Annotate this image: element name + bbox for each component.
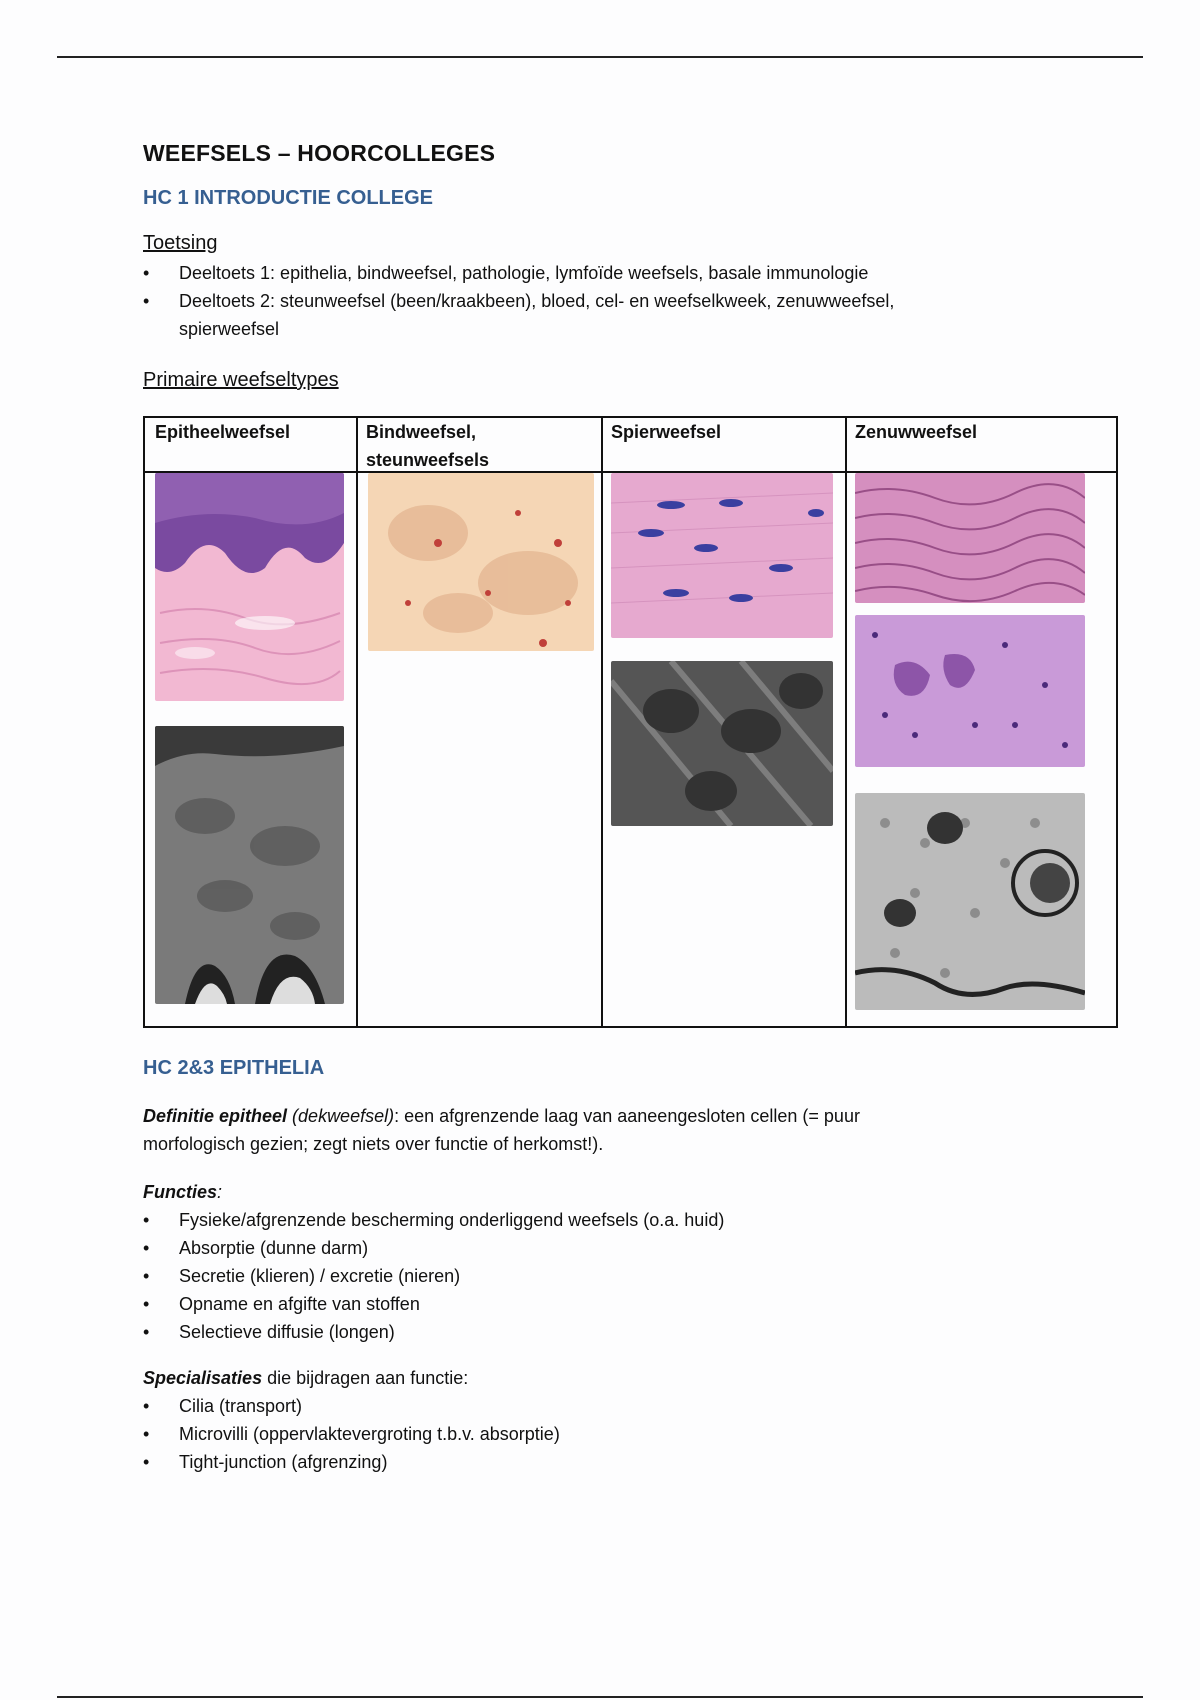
top-rule xyxy=(57,56,1143,58)
epithelium-electron-micrograph xyxy=(155,726,344,1004)
toetsing-list xyxy=(143,259,983,343)
nerve-electron-micrograph xyxy=(855,793,1085,1010)
tissue-types-table xyxy=(143,416,1118,1028)
list-item: • Cilia (transport) xyxy=(143,1392,1123,1420)
specialisaties-label-line xyxy=(143,1364,1123,1392)
specialisaties-list xyxy=(143,1392,1123,1476)
list-item: • Absorptie (dunne darm) xyxy=(143,1234,1123,1262)
header-zenuwweefsel: Zenuwweefsel xyxy=(855,422,978,442)
hc2-section xyxy=(143,1057,1123,1476)
section-heading-hc1: HC 1 INTRODUCTIE COLLEGE xyxy=(143,187,434,209)
list-item: • Secretie (klieren) / excretie (nieren) xyxy=(143,1262,1123,1290)
header-epitheelweefsel: Epitheelweefsel xyxy=(155,422,291,442)
table-divider xyxy=(845,418,847,1026)
bottom-rule xyxy=(57,1696,1143,1698)
list-item: • Tight-junction (afgrenzing) xyxy=(143,1448,1123,1476)
cartilage-histology-image xyxy=(368,473,594,651)
list-item: • Microvilli (oppervlaktevergroting t.b.v. absorptie) xyxy=(143,1420,1123,1448)
definitie-paren: (dekweefsel) xyxy=(292,1106,395,1126)
table-divider xyxy=(356,418,358,1026)
list-item: • Selectieve diffusie (longen) xyxy=(143,1318,1123,1346)
functies-list xyxy=(143,1206,1123,1346)
list-item: • Deeltoets 1: epithelia, bindweefsel, pathologie, lymfoïde weefsels, basale immunologie xyxy=(143,259,983,287)
specialisaties-term: Specialisaties xyxy=(143,1368,263,1388)
toetsing-label: Toetsing xyxy=(143,232,218,254)
section-heading-hc2: HC 2&3 EPITHELIA xyxy=(143,1057,325,1079)
definitie-term: Definitie epitheel xyxy=(143,1106,288,1126)
muscle-electron-micrograph xyxy=(611,661,833,826)
specialisaties-text: die bijdragen aan functie: xyxy=(262,1368,469,1388)
list-item: • Fysieke/afgrenzende bescherming onderliggend weefsels (o.a. huid) xyxy=(143,1206,1123,1234)
list-item: • Deeltoets 2: steunweefsel (been/kraakbeen), bloed, cel- en weefselkweek, zenuwweefsel, spierweefsel xyxy=(143,287,983,343)
primaire-weefseltypes-label: Primaire weefseltypes xyxy=(143,369,339,391)
nerve-cell-histology-image xyxy=(855,615,1085,767)
definitie-paragraph xyxy=(143,1102,963,1158)
functies-label-line: Functies: xyxy=(143,1182,223,1202)
definitie-text: : een afgrenzende laag van aaneengesloten cellen (= puur morfologisch gezien; zegt niets over functie of herkomst!). xyxy=(143,1106,860,1154)
table-divider xyxy=(601,418,603,1026)
header-bindweefsel: Bindweefsel, steunweefsels xyxy=(366,422,490,470)
epithelium-histology-image xyxy=(155,473,344,701)
page-title: WEEFSELS – HOORCOLLEGES xyxy=(143,140,496,166)
list-item: • Opname en afgifte van stoffen xyxy=(143,1290,1123,1318)
muscle-histology-image xyxy=(611,473,833,638)
functies-label: Functies xyxy=(143,1182,218,1202)
header-spierweefsel: Spierweefsel xyxy=(611,422,722,442)
document-body xyxy=(143,140,1123,396)
nerve-histology-image xyxy=(855,473,1085,603)
